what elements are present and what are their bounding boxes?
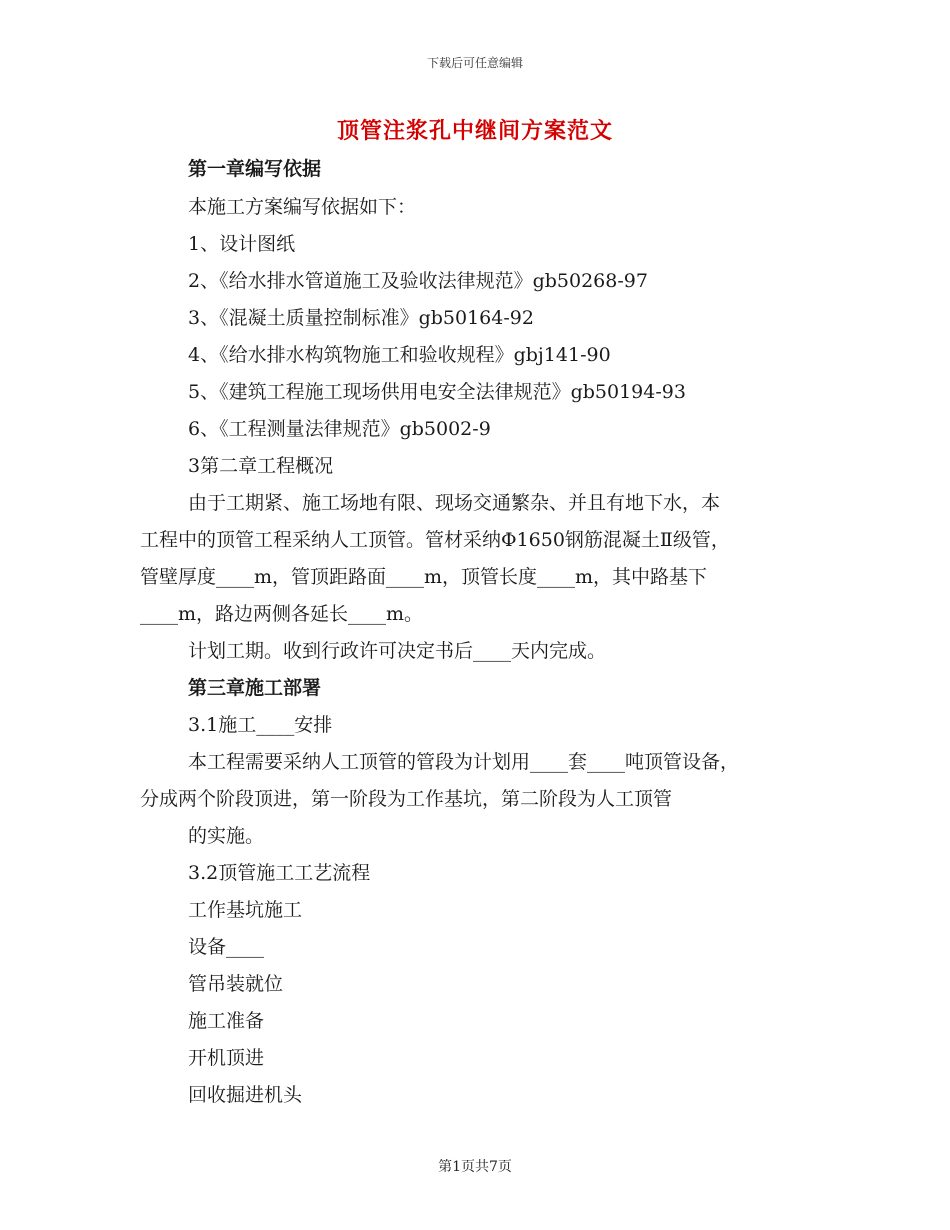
process-step-1: 工作基坑施工 [188,899,303,921]
paragraph-overview-line-2: 工程中的顶管工程采纳人工顶管。管材采纳Φ1650钢筋混凝土Ⅱ级管， [140,529,730,551]
header-note: 下载后可任意编辑 [426,56,523,70]
process-step-6: 回收掘进机头 [188,1084,303,1106]
list-item-5: 5、《建筑工程施工现场供用电安全法律规范》gb50194-93 [188,381,686,403]
list-item-1: 1、设计图纸 [188,233,296,255]
section-3-2-heading: 3.2顶管施工工艺流程 [188,862,371,884]
paragraph-overview-line-3: 管壁厚度____m，管顶距路面____m，顶管长度____m，其中路基下 [140,566,708,588]
chapter-1-heading: 第一章编写依据 [188,158,322,180]
process-step-3: 管吊装就位 [188,973,284,995]
paragraph-deployment-line-1: 本工程需要采纳人工顶管的管段为计划用____套____吨顶管设备， [188,751,740,773]
process-step-2: 设备____ [188,936,265,958]
chapter-2-heading: 3第二章工程概况 [188,455,334,477]
paragraph-schedule: 计划工期。收到行政许可决定书后____天内完成。 [188,640,607,662]
paragraph-deployment-line-3: 的实施。 [188,825,265,847]
list-item-3: 3、《混凝土质量控制标准》gb50164-92 [188,307,534,329]
paragraph-deployment-line-2: 分成两个阶段顶进，第一阶段为工作基坑，第二阶段为人工顶管 [140,788,673,810]
paragraph-overview-line-1: 由于工期紧、施工场地有限、现场交通繁杂、并且有地下水，本 [188,492,721,514]
list-item-2: 2、《给水排水管道施工及验收法律规范》gb50268-97 [188,270,648,292]
paragraph-basis-intro: 本施工方案编写依据如下： [188,196,417,218]
page-footer: 第1页共7页 [438,1159,512,1175]
process-step-5: 开机顶进 [188,1047,265,1069]
process-step-4: 施工准备 [188,1010,265,1032]
list-item-4: 4、《给水排水构筑物施工和验收规程》gbj141-90 [188,344,611,366]
chapter-3-heading: 第三章施工部署 [188,677,322,699]
paragraph-overview-line-4: ____m，路边两侧各延长____m。 [140,603,424,625]
list-item-6: 6、《工程测量法律规范》gb5002-9 [188,418,491,440]
document-title: 顶管注浆孔中继间方案范文 [336,118,613,144]
section-3-1-heading: 3.1施工____安排 [188,714,333,736]
